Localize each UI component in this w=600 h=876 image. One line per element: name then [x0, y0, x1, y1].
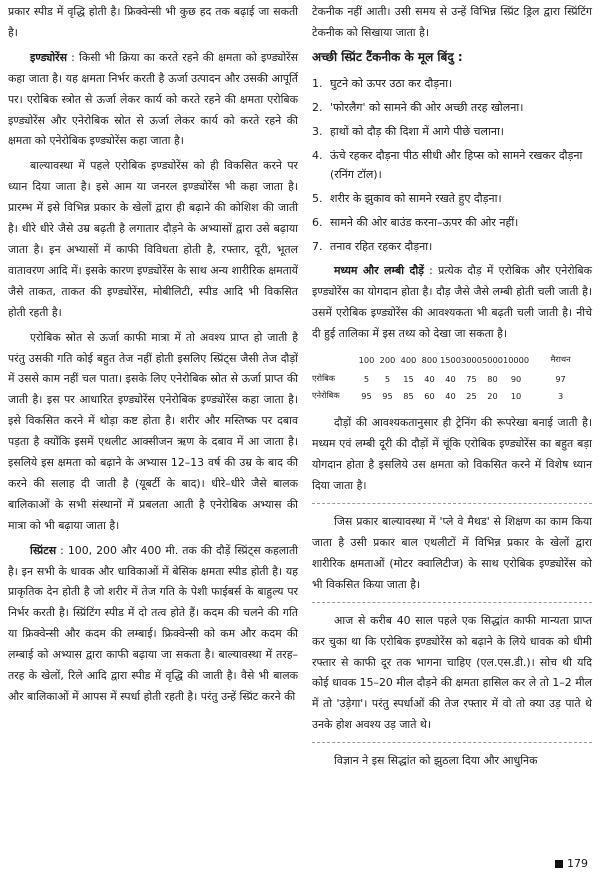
table-cell: 15 [403, 373, 414, 384]
paragraph: दौड़ों की आवश्यकतानुसार ही ट्रेनिंग की रूपरेखा बनाई जाती है। मध्यम एवं लम्बी दूरी की दौड़ों में चूंकि एरोबिक इण्ड्योरेंस का बहुत बड़ा योगदान होता है इसलिये उस क्षमता को विकसित करने में विशेष ध्यान दिया जाता है। [312, 416, 592, 493]
table-cell: 95 [361, 390, 372, 401]
term-endurance: इण्ड्योरेंस [30, 50, 67, 64]
table-row [312, 388, 584, 405]
list-item [312, 122, 592, 141]
table-header-cell: 3000 [461, 354, 482, 365]
list-number: 6. [312, 215, 323, 229]
list-number: 1. [312, 76, 323, 90]
paragraph: एरोबिक स्रोत से ऊर्जा काफी मात्रा में तो अवश्य प्राप्त हो जाती है परंतु उसकी गति कोई बहुत तेज नहीं होती इसलिए स्प्रिंट्स जैसी तेज दौड़ों में उससे काम नहीं चल पाता। इसके लिए एनेरोबिक स्रोत से ऊर्जा प्राप्त की जाती है। इस पर आधारित इण्ड्योरेंस एनेरोबिक इण्ड्योरेंस कहा जाता है। इसे विकसित करने में थोड़ा कष्ट होता है। शरीर और मस्तिष्क पर दबाव पड़ता है क्योंकि इसमें एथलीट आक्सीजन ऋण के दबाव में आ जाता है। इसलिये इस क्षमता को बढ़ाने के अभ्यास 12–13 वर्ष की उम्र के बाद की करने की सलाह दी जाती है (यूबर्टी के बाद)। धीरे–धीरे जैसे बालक बालिकाओं के सभी संस्थानों में प्रबलता आती है एनेरोबिक अभ्यास की मात्रा को भी बढ़ाया जाता है। [8, 330, 298, 532]
list-text: सामने की ओर बाउंड करना–ऊपर की ओर नहीं। [330, 215, 519, 229]
paragraph: जिस प्रकार बाल्यावस्था में 'प्ले वे मैथड' से शिक्षण का काम किया जाता है उसी प्रकार बाल एथलीटों में विभिन्न प्रकार के खेलों द्वारा शारीरिक क्षमताओं (मोटर क्वालिटीज) के साथ एरोबिक इण्ड्योरेंस को भी विकसित किया जाता है। [312, 515, 592, 591]
table-header-row [312, 352, 584, 371]
paragraph: टेकनीक नहीं आती। उसी समय से उन्हें विभिन्न स्प्रिंट ड्रिल द्वारा स्प्रिंटिंग टेकनीक को सिखाया जाता है। [312, 5, 592, 39]
table-header-cell: 800 [421, 354, 438, 365]
middle-long-distance-paragraph [312, 261, 592, 345]
paragraph: बाल्यावस्था में पहले एरोबिक इण्ड्योरेंस को ही विकसित करने पर ध्यान दिया जाता है। इसे आम या जनरल इण्ड्योरेंस भी कहा जाता है। प्रारम्भ में इसे विभिन्न प्रकार के खेलों द्वारा ही बढ़ाने की कोशिश की जाती है। धीरे धीरे जैसे उम्र बढ़ती है लगातार दौड़ने के अभ्यासों द्वारा उसे बढ़ाया जाता है। इन अभ्यासों में काफी विविधता होती है, रफ्तार, दूरी, भूतल वातावरण आदि में। इसके कारण इण्ड्योरेंस के साथ अन्य शारीरिक क्षमतायें जैसे ताकत, ताकत की इण्ड्योरेंस, मोबीलिटी, स्पीड आदि भी विकसित होती रहती है। [8, 159, 298, 319]
list-number: 5. [312, 191, 323, 205]
list-number: 2. [312, 100, 323, 114]
list-text: ऊंचे रहकर दौड़ना पीठ सीधी और हिप्स को सामने रखकर दौड़ना (रनिंग टॉल)। [330, 148, 583, 181]
list-item [312, 189, 592, 208]
page-number [555, 857, 588, 870]
table-header-cell: 100 [358, 354, 375, 365]
right-column [312, 2, 592, 776]
table-cell: 20 [487, 390, 498, 401]
table-cell: 40 [445, 390, 456, 401]
table-cell: 25 [466, 390, 477, 401]
table-row-label: एरोबिक [312, 373, 336, 384]
section-heading: अच्छी स्प्रिंट टैंकनीक के मूल बिंदु : [312, 49, 463, 64]
list-item [312, 146, 592, 184]
list-item [312, 74, 592, 93]
divider [312, 742, 592, 743]
table-cell: 10 [510, 390, 522, 401]
paragraph: आज से करीब 40 साल पहले एक सिद्धांत काफी मान्यता प्राप्त कर चुका था कि एरोबिक इण्ड्योरेंस को बढ़ाने के लिये धावक को धीमी रफ्तार से काफी दूर तक भागना चाहिए (एल.एस.डी.)। सोच थी यदि कोई धावक 15–20 मील दौड़ने की क्षमता हासिल कर ले तो 1–2 मील में तो 'उड़ेगा'। परंतु स्पर्धाओं की तेज रफ्तार में वो तो क्या उड़ पाते थे उनके होश अवश्य उड़ जाते थे। [312, 613, 592, 732]
divider [312, 602, 592, 603]
paragraph-text: : 100, 200 और 400 मी. तक की दौड़ें स्प्रिंट्स कहलाती है। इन सभी के धावक और धाविकाओं में बेसिक क्षमता स्पीड होती है। यह प्राकृतिक देन होती है जो शरीर में तेज गति के पेशी फाईबर्स के बाहुल्य पर निर्भर करती है। स्प्रिंटिंग स्पीड में दो तत्व होते हैं। कदम की चलने की गति या फ्रिक्वेन्सी और कदम की लम्बाई। फ्रिक्वेन्सी को कम और कदम की लम्बाई को अभ्यास द्वारा काफी बढ़ाया जा सकता है। बाल्यावस्था में तरह–तरह के खेलों, रिले आदि द्वारा स्पीड में वृद्धि की जाती है। वैसे भी बालक और बालिकाओं में आपस में स्पर्धा होती रहती है। परंतु उन्हें स्प्रिंट करने की [8, 543, 298, 703]
list-number: 4. [312, 148, 323, 162]
list-text: घुटने को ऊपर उठा कर दौड़ना। [330, 76, 453, 90]
term-sprints: स्प्रिंटस [30, 543, 57, 557]
page-number-text: 179 [567, 857, 588, 870]
paragraph: विज्ञान ने इस सिद्धांत को झुठला दिया और आधुनिक [334, 754, 538, 768]
list-item [312, 213, 592, 232]
table-cell: 90 [510, 373, 522, 384]
table-header-cell: 5000 [482, 354, 503, 365]
term-middle-long-distance: मध्यम और लम्बी दौड़ें [334, 263, 424, 277]
table-header-cell: 10000 [503, 354, 530, 365]
paragraph-text: : किसी भी क्रिया का करते रहने की क्षमता को इण्ड्योरेंस कहा जाता है। यह क्षमता निर्भर करती है ऊर्जा उत्पादन और उसकी आपूर्ति पर। एरोबिक स्त्रोत से ऊर्जा लेकर कार्य को करते रहने की क्षमता एरोबिक इण्ड्योरेंस और एनेरोबिक स्रोत से ऊर्जा लेकर कार्य को करते रहने की क्षमता को एनेरोबिक इण्ड्योरेंस कहा जाता है। [8, 50, 298, 148]
paragraph: प्रकार स्पीड में वृद्धि होती है। फ्रिक्वेन्सी भी कुछ हद तक बढ़ाई जा सकती है। [8, 5, 298, 39]
table-cell: 5 [363, 373, 370, 384]
list-number: 7. [312, 239, 323, 253]
table-header-cell: 400 [400, 354, 417, 365]
list-text: 'फोरलैग' को सामने की ओर अच्छी तरह खोलना। [330, 100, 524, 114]
table-cell: 95 [382, 390, 393, 401]
divider [312, 503, 592, 504]
table-row [312, 371, 584, 388]
table-cell: 60 [424, 390, 435, 401]
table-corner [312, 352, 356, 371]
table-header-cell: मैराथन [550, 354, 571, 365]
list-item [312, 98, 592, 117]
table-cell: 40 [445, 373, 456, 384]
left-column [8, 2, 298, 712]
table-cell: 75 [466, 373, 477, 384]
table-header-cell: 200 [379, 354, 396, 365]
table-cell: 85 [403, 390, 414, 401]
table-header-cell: 1500 [440, 354, 461, 365]
paragraph-text: : प्रत्येक दौड़ में एरोबिक और एनेरोबिक इण्ड्योरेंस का योगदान होता है। दौड़ जैसे जैसे लम्बी होती चली जाती है। उसमें एरोबिक इण्ड्योरेंस की आवश्यकता भी बढ़ती चली जाती है। नीचे दी हुई तालिका में इस तथ्य को देखा जा सकता है। [312, 263, 592, 340]
list-text: तनाव रहित रहकर दौड़ना। [330, 239, 433, 253]
list-text: हाथों को दौड़ की दिशा में आगे पीछे चलाना। [330, 124, 504, 138]
list-text: शरीर के झुकाव को सामने रखते हुए दौड़ना। [330, 191, 502, 205]
list-number: 3. [312, 124, 323, 138]
technique-list [312, 74, 592, 256]
energy-contribution-table [312, 352, 584, 405]
table-cell: 97 [555, 373, 566, 384]
table-cell: 40 [424, 373, 435, 384]
table-cell: 3 [557, 390, 564, 401]
sprints-paragraph [8, 541, 298, 708]
endurance-paragraph [8, 48, 298, 153]
list-item [312, 237, 592, 256]
page-marker-icon [555, 860, 563, 868]
table-cell: 80 [487, 373, 498, 384]
table-cell: 5 [384, 373, 391, 384]
table-row-label: एनेरोबिक [312, 390, 340, 401]
